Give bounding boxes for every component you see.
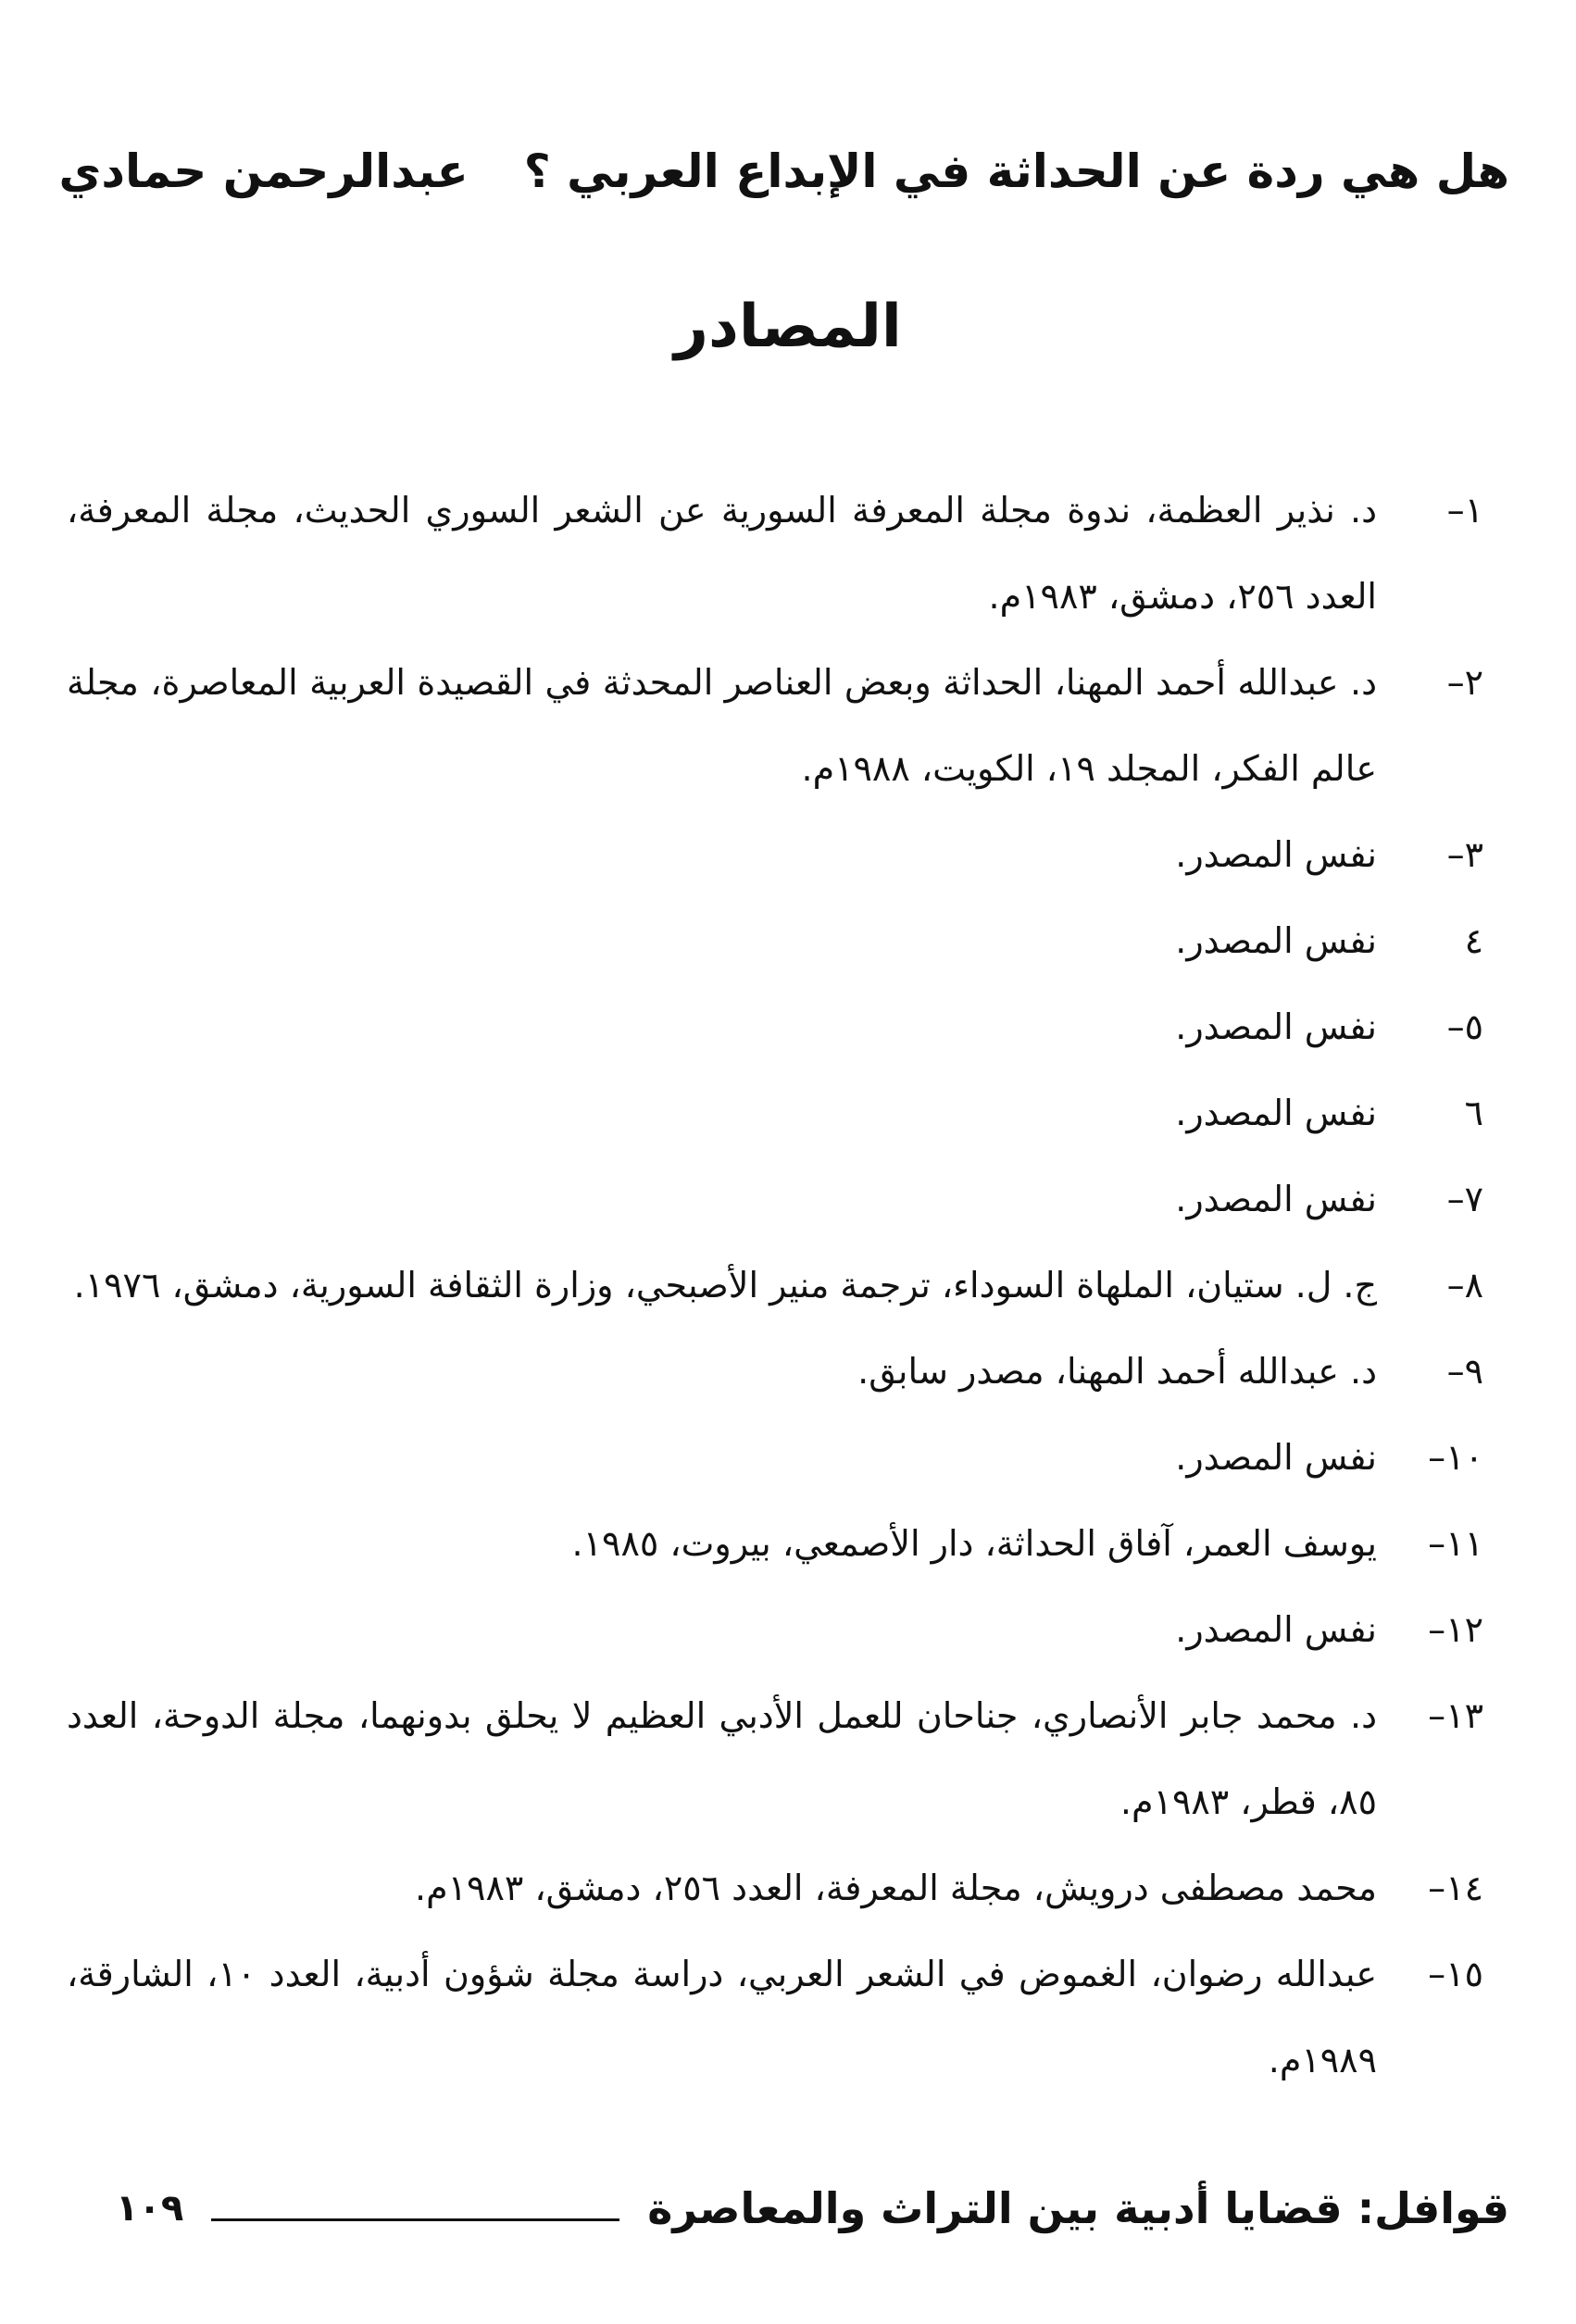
reference-text: نفس المصدر. <box>1175 834 1377 875</box>
reference-item <box>67 898 1483 984</box>
reference-item <box>67 1587 1483 1673</box>
reference-text: نفس المصدر. <box>1175 1179 1377 1219</box>
reference-number: ٨– <box>1446 1265 1483 1306</box>
page-title: المصادر <box>674 293 902 361</box>
reference-number: ٦ <box>1464 1093 1483 1133</box>
page-footer <box>116 2176 1509 2241</box>
reference-item <box>67 1845 1483 1931</box>
reference-text: د. محمد جابر الأنصاري، جناحان للعمل الأدبي العظيم لا يحلق بدونهما، مجلة الدوحة، العدد ٨٥، قطر، ١٩٨٣م. <box>67 1695 1377 1822</box>
reference-number: ٩– <box>1446 1351 1483 1392</box>
reference-number: ١٣– <box>1428 1695 1483 1736</box>
reference-item <box>67 1243 1483 1329</box>
reference-item <box>67 1415 1483 1501</box>
reference-number: ٧– <box>1446 1179 1483 1219</box>
references-list <box>67 468 1483 2104</box>
reference-text: يوسف العمر، آفاق الحداثة، دار الأصمعي، بيروت، ١٩٨٥. <box>571 1523 1377 1564</box>
reference-text: د. عبدالله أحمد المهنا، مصدر سابق. <box>857 1351 1377 1392</box>
reference-text: نفس المصدر. <box>1175 920 1377 961</box>
reference-number: ٥– <box>1446 1006 1483 1047</box>
footer-book-title: قوافل: قضايا أدبية بين التراث والمعاصرة <box>647 2183 1509 2233</box>
reference-item <box>67 984 1483 1070</box>
page-number: ١٠٩ <box>116 2187 184 2230</box>
reference-number: ١٥– <box>1428 1954 1483 1994</box>
running-header <box>58 130 1509 213</box>
reference-text: محمد مصطفى درويش، مجلة المعرفة، العدد ٢٥٦، دمشق، ١٩٨٣م. <box>415 1868 1377 1908</box>
reference-item <box>67 468 1483 640</box>
running-header-author: عبدالرحمن حمادي <box>58 144 469 198</box>
reference-item <box>67 1501 1483 1587</box>
reference-item <box>67 1070 1483 1156</box>
reference-number: ٤ <box>1464 920 1483 961</box>
reference-item <box>67 1156 1483 1243</box>
reference-number: ١٠– <box>1428 1437 1483 1478</box>
reference-text: ج. ل. ستيان، الملهاة السوداء، ترجمة منير الأصبحي، وزارة الثقافة السورية، دمشق، ١٩٧٦. <box>73 1265 1377 1306</box>
reference-item <box>67 812 1483 898</box>
footer-divider <box>211 2218 619 2221</box>
reference-item <box>67 640 1483 812</box>
reference-number: ١٤– <box>1428 1868 1483 1908</box>
reference-item <box>67 1329 1483 1415</box>
reference-text: د. عبدالله أحمد المهنا، الحداثة وبعض العناصر المحدثة في القصيدة العربية المعاصرة، مجلة عالم الفكر، المجلد ١٩، الكويت، ١٩٨٨م. <box>67 662 1377 789</box>
reference-text: نفس المصدر. <box>1175 1437 1377 1478</box>
reference-number: ١١– <box>1428 1523 1483 1564</box>
reference-number: ١– <box>1446 490 1483 531</box>
reference-text: نفس المصدر. <box>1175 1006 1377 1047</box>
reference-text: نفس المصدر. <box>1175 1609 1377 1650</box>
reference-item <box>67 1673 1483 1845</box>
reference-number: ١٢– <box>1428 1609 1483 1650</box>
running-header-title: هل هي ردة عن الحداثة في الإبداع العربي ؟ <box>523 144 1509 198</box>
reference-text: نفس المصدر. <box>1175 1093 1377 1133</box>
reference-number: ٢– <box>1446 662 1483 703</box>
reference-text: عبدالله رضوان، الغموض في الشعر العربي، دراسة مجلة شؤون أدبية، العدد ١٠، الشارقة، ١٩٨٩م. <box>67 1954 1377 2080</box>
reference-number: ٣– <box>1446 834 1483 875</box>
reference-item <box>67 1931 1483 2104</box>
reference-text: د. نذير العظمة، ندوة مجلة المعرفة السورية عن الشعر السوري الحديث، مجلة المعرفة، العدد ٢٥٦، دمشق، ١٩٨٣م. <box>67 490 1377 617</box>
